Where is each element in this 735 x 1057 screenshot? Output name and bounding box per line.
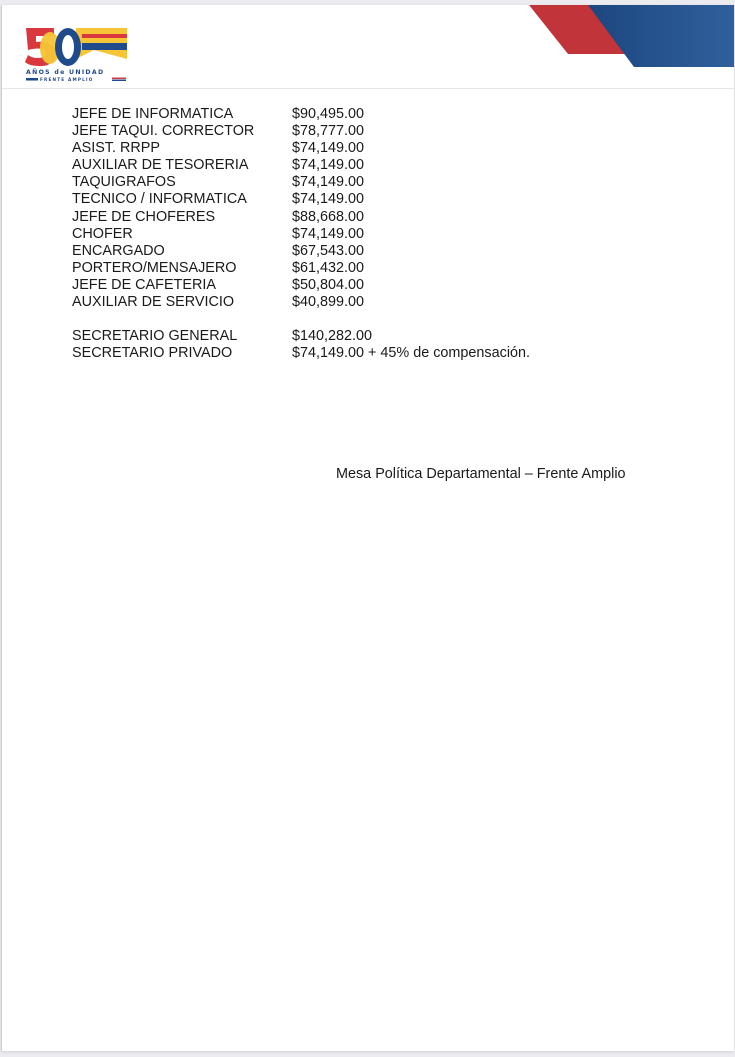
position-label: SECRETARIO GENERAL <box>72 328 238 345</box>
position-label: PORTERO/MENSAJERO <box>72 259 237 276</box>
position-label: JEFE DE INFORMATICA <box>72 106 234 122</box>
salary-amount: $74,149.00 <box>292 174 365 191</box>
frente-amplio-50-years-logo <box>24 22 128 84</box>
salary-amount: $74,149.00 <box>292 157 365 174</box>
signature-line: Mesa Política Departamental – Frente Amplio <box>336 466 626 482</box>
salary-amount: $88,668.00 <box>292 208 365 225</box>
decorative-stripes <box>529 5 734 69</box>
position-label: JEFE TAQUI. CORRECTOR <box>72 123 255 140</box>
secretary-row <box>72 345 530 362</box>
position-label: JEFE DE CHOFERES <box>72 208 216 225</box>
position-label: TECNICO / INFORMATICA <box>72 191 247 208</box>
salary-row <box>72 123 530 140</box>
salary-amount: $140,282.00 <box>292 328 373 345</box>
salary-amount: $50,804.00 <box>292 276 365 293</box>
salary-amount: $90,495.00 <box>292 106 365 122</box>
salary-row <box>72 260 530 277</box>
salary-row <box>72 174 530 191</box>
document-page <box>1 5 734 1051</box>
salary-row <box>72 294 530 311</box>
salary-row <box>72 106 530 123</box>
logo-subtitle: FRENTE AMPLIO <box>40 77 94 82</box>
position-label: AUXILIAR DE TESORERIA <box>72 157 249 174</box>
spacer <box>72 311 530 328</box>
letterhead <box>2 5 734 89</box>
salary-row <box>72 277 530 294</box>
position-label: AUXILIAR DE SERVICIO <box>72 294 235 311</box>
salary-row <box>72 157 530 174</box>
logo-tagline: AÑOS de UNIDAD <box>26 69 105 76</box>
position-label: ASIST. RRPP <box>72 140 160 157</box>
salary-amount: $67,543.00 <box>292 242 365 259</box>
salary-amount: $74,149.00 <box>292 225 365 242</box>
position-label: SECRETARIO PRIVADO <box>72 345 233 362</box>
salary-row <box>72 140 530 157</box>
salary-amount: $74,149.00 + 45% de compensación. <box>292 345 531 362</box>
salary-list <box>72 106 530 362</box>
position-label: CHOFER <box>72 225 133 242</box>
salary-row <box>72 209 530 226</box>
salary-amount: $74,149.00 <box>292 140 365 157</box>
salary-amount: $61,432.00 <box>292 259 365 276</box>
salary-amount: $74,149.00 <box>292 191 365 208</box>
salary-row <box>72 226 530 243</box>
position-label: TAQUIGRAFOS <box>72 174 176 191</box>
salary-amount: $40,899.00 <box>292 294 365 311</box>
position-label: ENCARGADO <box>72 242 165 259</box>
salary-row <box>72 243 530 260</box>
salary-amount: $78,777.00 <box>292 123 365 140</box>
salary-row <box>72 191 530 208</box>
secretary-row <box>72 328 530 345</box>
position-label: JEFE DE CAFETERIA <box>72 276 216 293</box>
